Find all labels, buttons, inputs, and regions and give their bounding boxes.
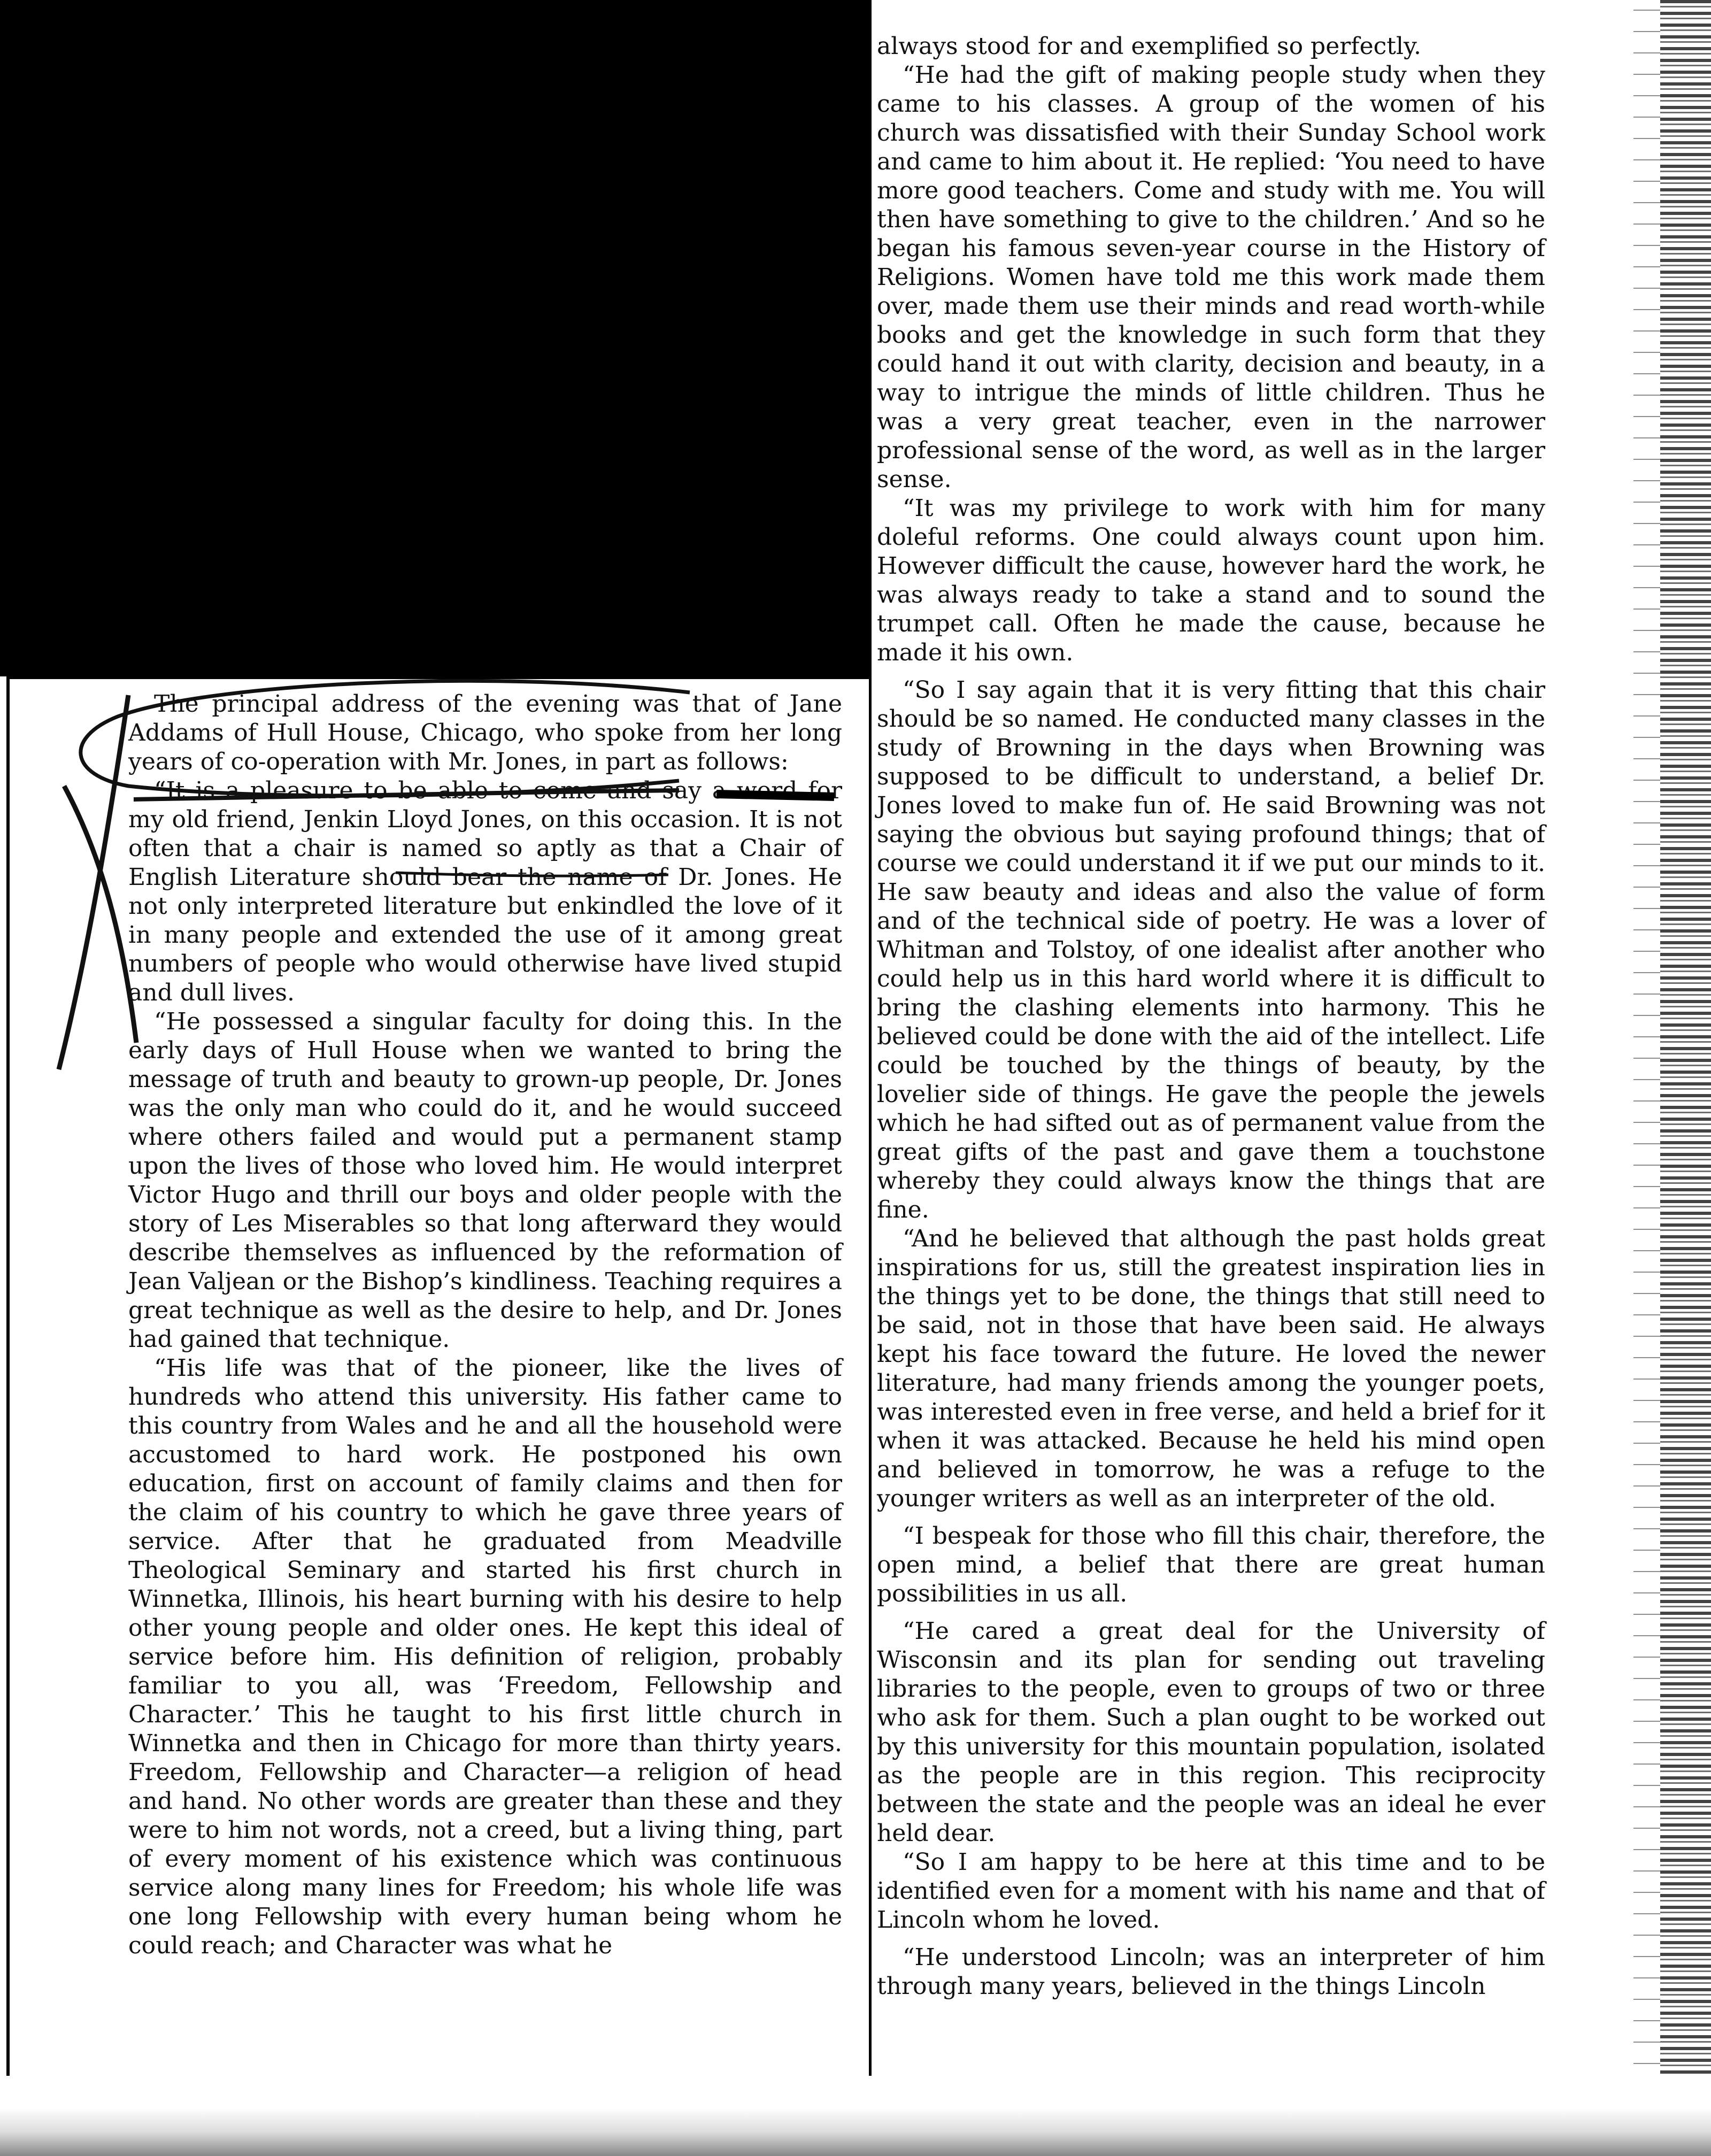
intro-paragraph: The principal address of the evening was that of Jane Addams of Hull House, Chicago, who spoke from her long years of co-operation with Mr. Jones, in part as follows: xyxy=(128,690,842,775)
scan-bottom-noise xyxy=(0,2076,1711,2156)
column-border xyxy=(869,0,872,2118)
body-paragraph: “So I am happy to be here at this time and to be identified even for a moment with his name and that of Lincoln whom he loved. xyxy=(877,1849,1545,1934)
clipping-border-top xyxy=(6,676,869,679)
scan-edge-dark xyxy=(1660,0,1711,2156)
body-paragraph: “He cared a great deal for the University of Wisconsin and its plan for sending out traveling libraries to the people, even to groups of two or three who ask for them. Such a plan ought to be worked out by this university for this mountain population, isolated as the people are in this region. This reciprocity between the state and the people was an ideal he ever held dear. xyxy=(877,1618,1545,1847)
body-paragraph: “And he believed that although the past holds great inspirations for us, still the greatest inspiration lies in the things yet to be done, the things that still need to be said, not in those that have been said. He always kept his face toward the future. He loved the newer literature, had many friends among the younger poets, was interested even in free verse, and held a brief for it when it was attacked. Because he held his mind open and believed in tomorrow, he was a refuge to the younger writers as well as an interpreter of the old. xyxy=(877,1225,1545,1512)
body-paragraph: “He had the gift of making people study when they came to his classes. A group of the women of his church was dissatisfied with their Sunday School work and came to him about it. He replied: ‘You need to have more good teachers. Come and study with me. You will then have something to give to the children.’ And so he began his famous seven-year course in the History of Religions. Women have told me this work made them over, made them use their minds and read worth-while books and get the knowledge in such form that they could hand it out with clarity, decision and beauty, in a way to intrigue the minds of little children. Thus he was a very great teacher, even in the narrower professional sense of the word, as well as in the larger sense. xyxy=(877,61,1545,493)
pen-x-stroke xyxy=(64,786,136,1043)
pen-x-stroke xyxy=(59,695,128,1069)
right-text-column xyxy=(877,32,1545,2001)
clipping-border-left xyxy=(6,676,10,2156)
body-paragraph: “It is a pleasure to be able to come and say a word for my old friend, Jenkin Lloyd Jones, on this occasion. It is not often that a chair is named so aptly as that a Chair of English Literature should bear the name of Dr. Jones. He not only interpreted literature but enkindled the love of it in many people and extended the use of it among great numbers of people who would otherwise have lived stupid and dull lives. xyxy=(128,777,842,1006)
body-paragraph: “He understood Lincoln; was an interpreter of him through many years, believed in the things Lincoln xyxy=(877,1944,1545,2000)
body-paragraph: “His life was that of the pioneer, like the lives of hundreds who attend this university. His father came to this country from Wales and he and all the household were accustomed to hard work. He postponed his own education, first on account of family claims and then for the claim of his country to which he gave three years of service. After that he graduated from Meadville Theological Seminary and started his first church in Winnetka, Illinois, his heart burning with his desire to help other young people and older ones. He kept this ideal of service before him. His definition of religion, probably familiar to you all, was ‘Freedom, Fellowship and Character.’ This he taught to his first little church in Winnetka and then in Chicago for more than thirty years. Freedom, Fellowship and Character—a religion of head and hand. No other words are greater than these and they were to him not words, not a creed, but a living thing, part of every moment of his existence which was continuous service along many lines for Freedom; his whole life was one long Fellowship with every human being whom he could reach; and Character was what he xyxy=(128,1354,842,1959)
continuation-paragraph: always stood for and exemplified so perfectly. xyxy=(877,33,1422,60)
body-paragraph: “He possessed a singular faculty for doing this. In the early days of Hull House when we wanted to bring the message of truth and beauty to grown-up people, Dr. Jones was the only man who could do it, and he would succeed where others failed and would put a permanent stamp upon the lives of those who loved him. He would interpret Victor Hugo and thrill our boys and older people with the story of Les Miserables so that long afterward they would describe themselves as influenced by the reformation of Jean Valjean or the Bishop’s kindliness. Teaching requires a great technique as well as the desire to help, and Dr. Jones had gained that technique. xyxy=(128,1008,842,1353)
body-paragraph: “So I say again that it is very fitting that this chair should be so named. He conducted many classes in the study of Browning in the days when Browning was supposed to be difficult to understand, a belief Dr. Jones loved to make fun of. He said Browning was not saying the obvious but saying profound things; that of course we could understand it if we put our minds to it. He saw beauty and ideas and also the value of form and of the technical side of poetry. He was a lover of Whitman and Tolstoy, of one idealist after another who could help us in this hard world where it is difficult to bring the clashing elements into harmony. This he believed could be done with the aid of the intellect. Life could be touched by the things of beauty, by the lovelier side of things. He gave the people the jewels which he had sifted out as of permanent value from the great gifts of the past and gave them a touchstone whereby they could always know the things that are fine. xyxy=(877,676,1545,1223)
body-paragraph: “It was my privilege to work with him for many doleful reforms. One could always count upon him. However difficult the cause, however hard the work, he was always ready to take a stand and to sound the trumpet call. Often he made the cause, because he made it his own. xyxy=(877,495,1545,666)
left-text-column xyxy=(128,690,842,1960)
scan-edge-noise xyxy=(1633,0,1660,2156)
body-paragraph: “I bespeak for those who fill this chair, therefore, the open mind, a belief that there are great human possibilities in us all. xyxy=(877,1522,1545,1607)
redaction-block xyxy=(0,0,869,676)
